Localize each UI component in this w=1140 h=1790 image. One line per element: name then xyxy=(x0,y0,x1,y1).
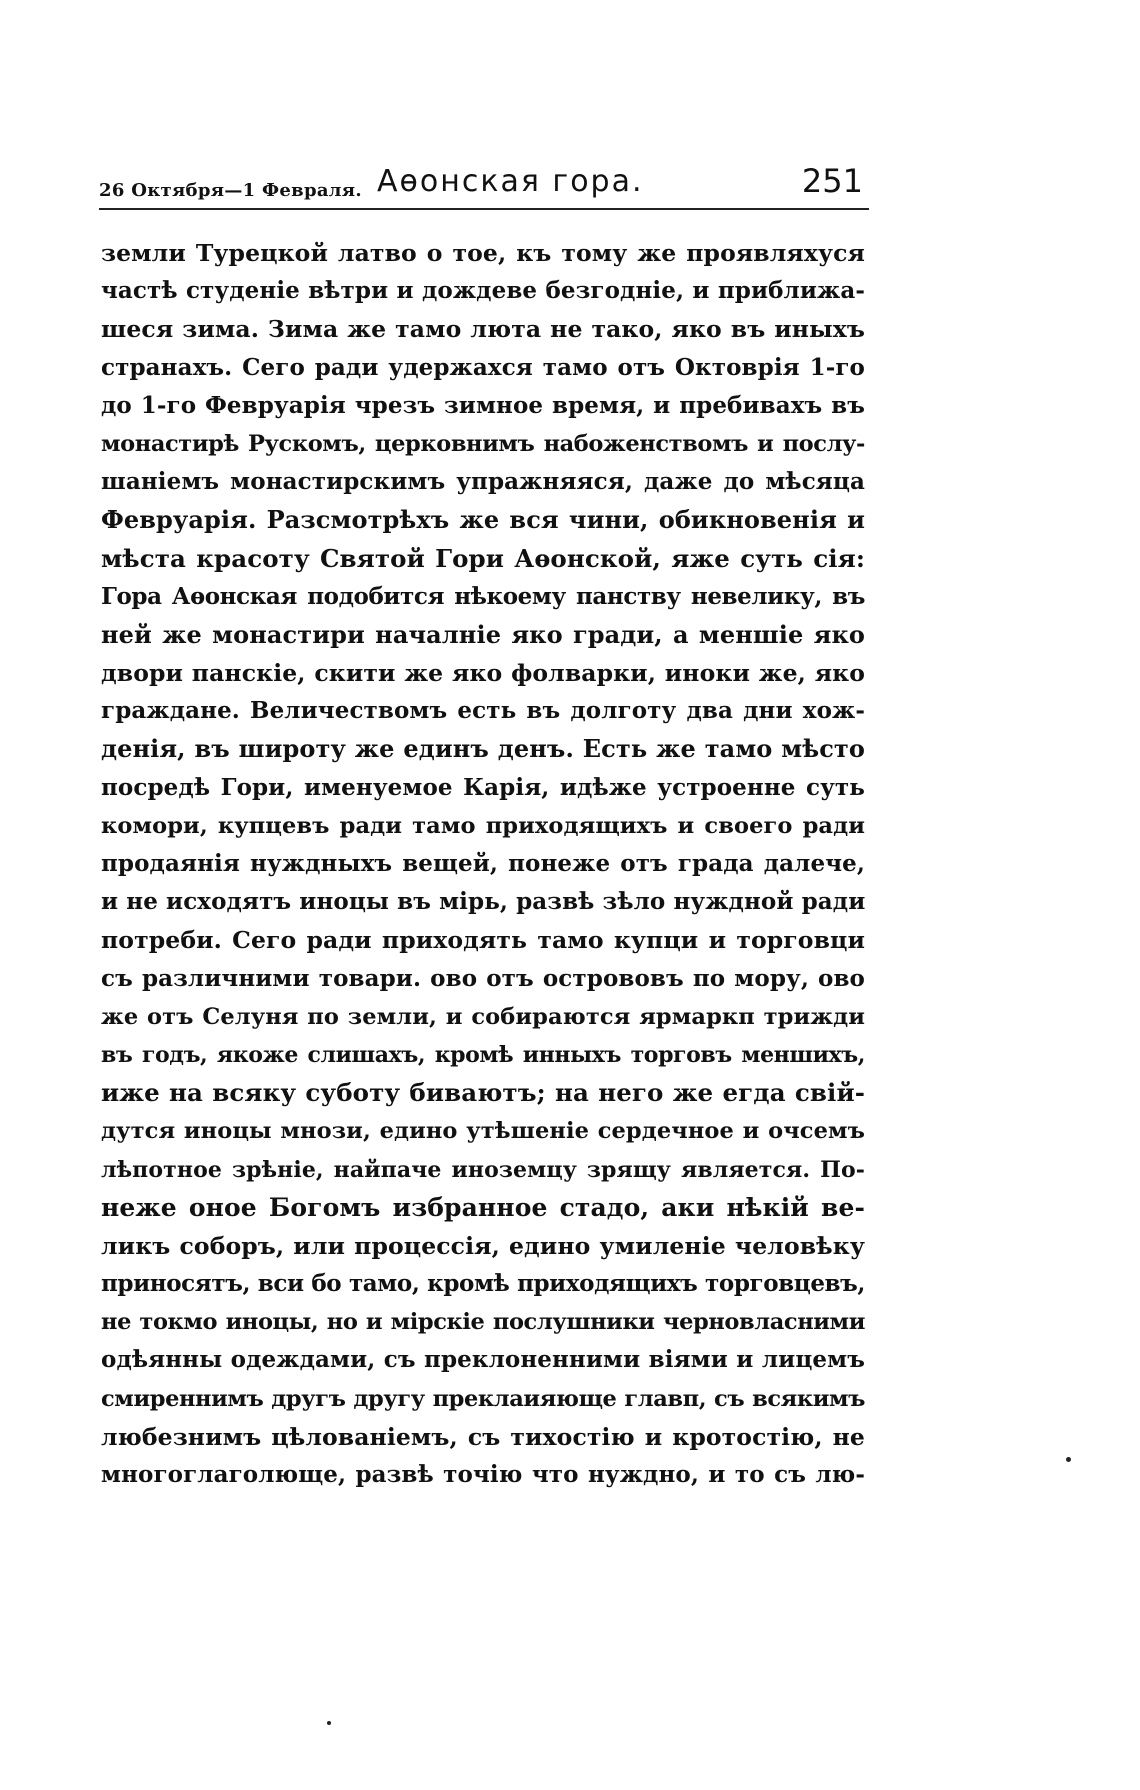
text-line: же отъ Селуня по земли, и собираются ярмаркп трижди xyxy=(101,1003,865,1030)
body-text xyxy=(101,234,865,1494)
text-line: любезнимъ цѣлованiемъ, съ тихостiю и кротостiю, не xyxy=(101,1422,865,1451)
text-line: продаянiя нуждныхъ вещей, понеже отъ града далече, xyxy=(101,850,865,877)
text-line: лѣпотное зрѣнiе, найпаче иноземцу зрящу является. По- xyxy=(101,1156,865,1183)
text-line: земли Турецкой латво о тое, къ тому же проявляхуся xyxy=(101,239,865,267)
text-line: двори панскiе, скити же яко фолварки, иноки же, яко xyxy=(101,659,865,688)
running-head xyxy=(99,158,869,208)
text-line: денiя, въ широту же единъ денъ. Есть же тамо мѣсто xyxy=(101,734,865,764)
text-line: шанiемъ монастирскимъ упражняяся, даже до мѣсяца xyxy=(101,468,865,496)
text-line: приносятъ, вси бо тамо, кромѣ приходящихъ торговцевъ, xyxy=(101,1270,865,1298)
header-rule xyxy=(99,208,869,210)
text-line: Гора Аѳонская подобится нѣкоему панству невелику, въ xyxy=(101,582,865,610)
text-line: одѣянны одеждами, съ преклоненними вiями и лицемъ xyxy=(101,1346,865,1374)
text-line: странахъ. Сего ради удержахся тамо отъ Октоврiя 1-го xyxy=(101,353,865,381)
text-line: граждане. Величествомъ есть въ долготу два дни хож- xyxy=(101,697,865,725)
text-line: шеся зима. Зима же тамо люта не тако, яко въ иныхъ xyxy=(101,315,865,344)
text-line: ликъ соборъ, или процессiя, едино умиленiе человѣку xyxy=(101,1231,865,1260)
ink-speck xyxy=(327,1721,331,1725)
text-line: монастирѣ Рускомъ, церковнимъ набоженствомъ и послу- xyxy=(101,430,865,457)
text-line: неже оное Богомъ избранное стадо, аки нѣкiй ве- xyxy=(101,1192,865,1222)
text-line: потреби. Сего ради приходять тамо купци и торговци xyxy=(101,926,865,955)
text-line: до 1-го Февруарiя чрезъ зимное время, и пребивахъ въ xyxy=(101,391,865,419)
page-number: 251 xyxy=(801,162,863,200)
text-line: въ годъ, якоже слишахъ, кромѣ инныхъ торговъ меншихъ, xyxy=(101,1041,865,1068)
text-line: ней же монастири началнiе яко гради, а меншiе яко xyxy=(101,619,865,649)
text-line: комори, купцевъ ради тамо приходящихъ и своего ради xyxy=(101,812,865,839)
text-line: мѣста красоту Святой Гори Аѳонской, яже суть сiя: xyxy=(101,543,865,573)
text-line: частѣ студенiе вѣтри и дождеве безгоднiе, и приближа- xyxy=(101,277,865,305)
text-line: дутся иноцы мнози, едино утѣшенiе сердечное и очсемъ xyxy=(101,1118,865,1145)
text-line: посредѣ Гори, именуемое Карiя, идѣже устроенне суть xyxy=(101,773,865,801)
running-head-dates: 26 Октября—1 Февраля. xyxy=(99,180,362,201)
text-line: иже на всяку суботу биваютъ; на него же егда свiй- xyxy=(101,1078,865,1108)
text-line: и не исходятъ иноцы въ мiрь, развѣ зѣло нуждной ради xyxy=(101,888,865,916)
text-line: Февруарiя. Разсмотрѣхъ же вся чини, обикновенiя и xyxy=(101,505,865,535)
text-line: многоглаголюще, развѣ точiю что нуждно, и то съ лю- xyxy=(101,1461,865,1488)
text-line: смиреннимъ другъ другу преклаияюще главп, съ всякимъ xyxy=(101,1385,865,1412)
running-head-title: Аѳонская гора. xyxy=(377,164,644,199)
ink-speck xyxy=(1066,1457,1071,1462)
text-line: не токмо иноцы, но и мiрскiе послушники черновласними xyxy=(101,1309,865,1336)
text-line: съ различними товари. ово отъ острововъ по мору, ово xyxy=(101,964,865,992)
